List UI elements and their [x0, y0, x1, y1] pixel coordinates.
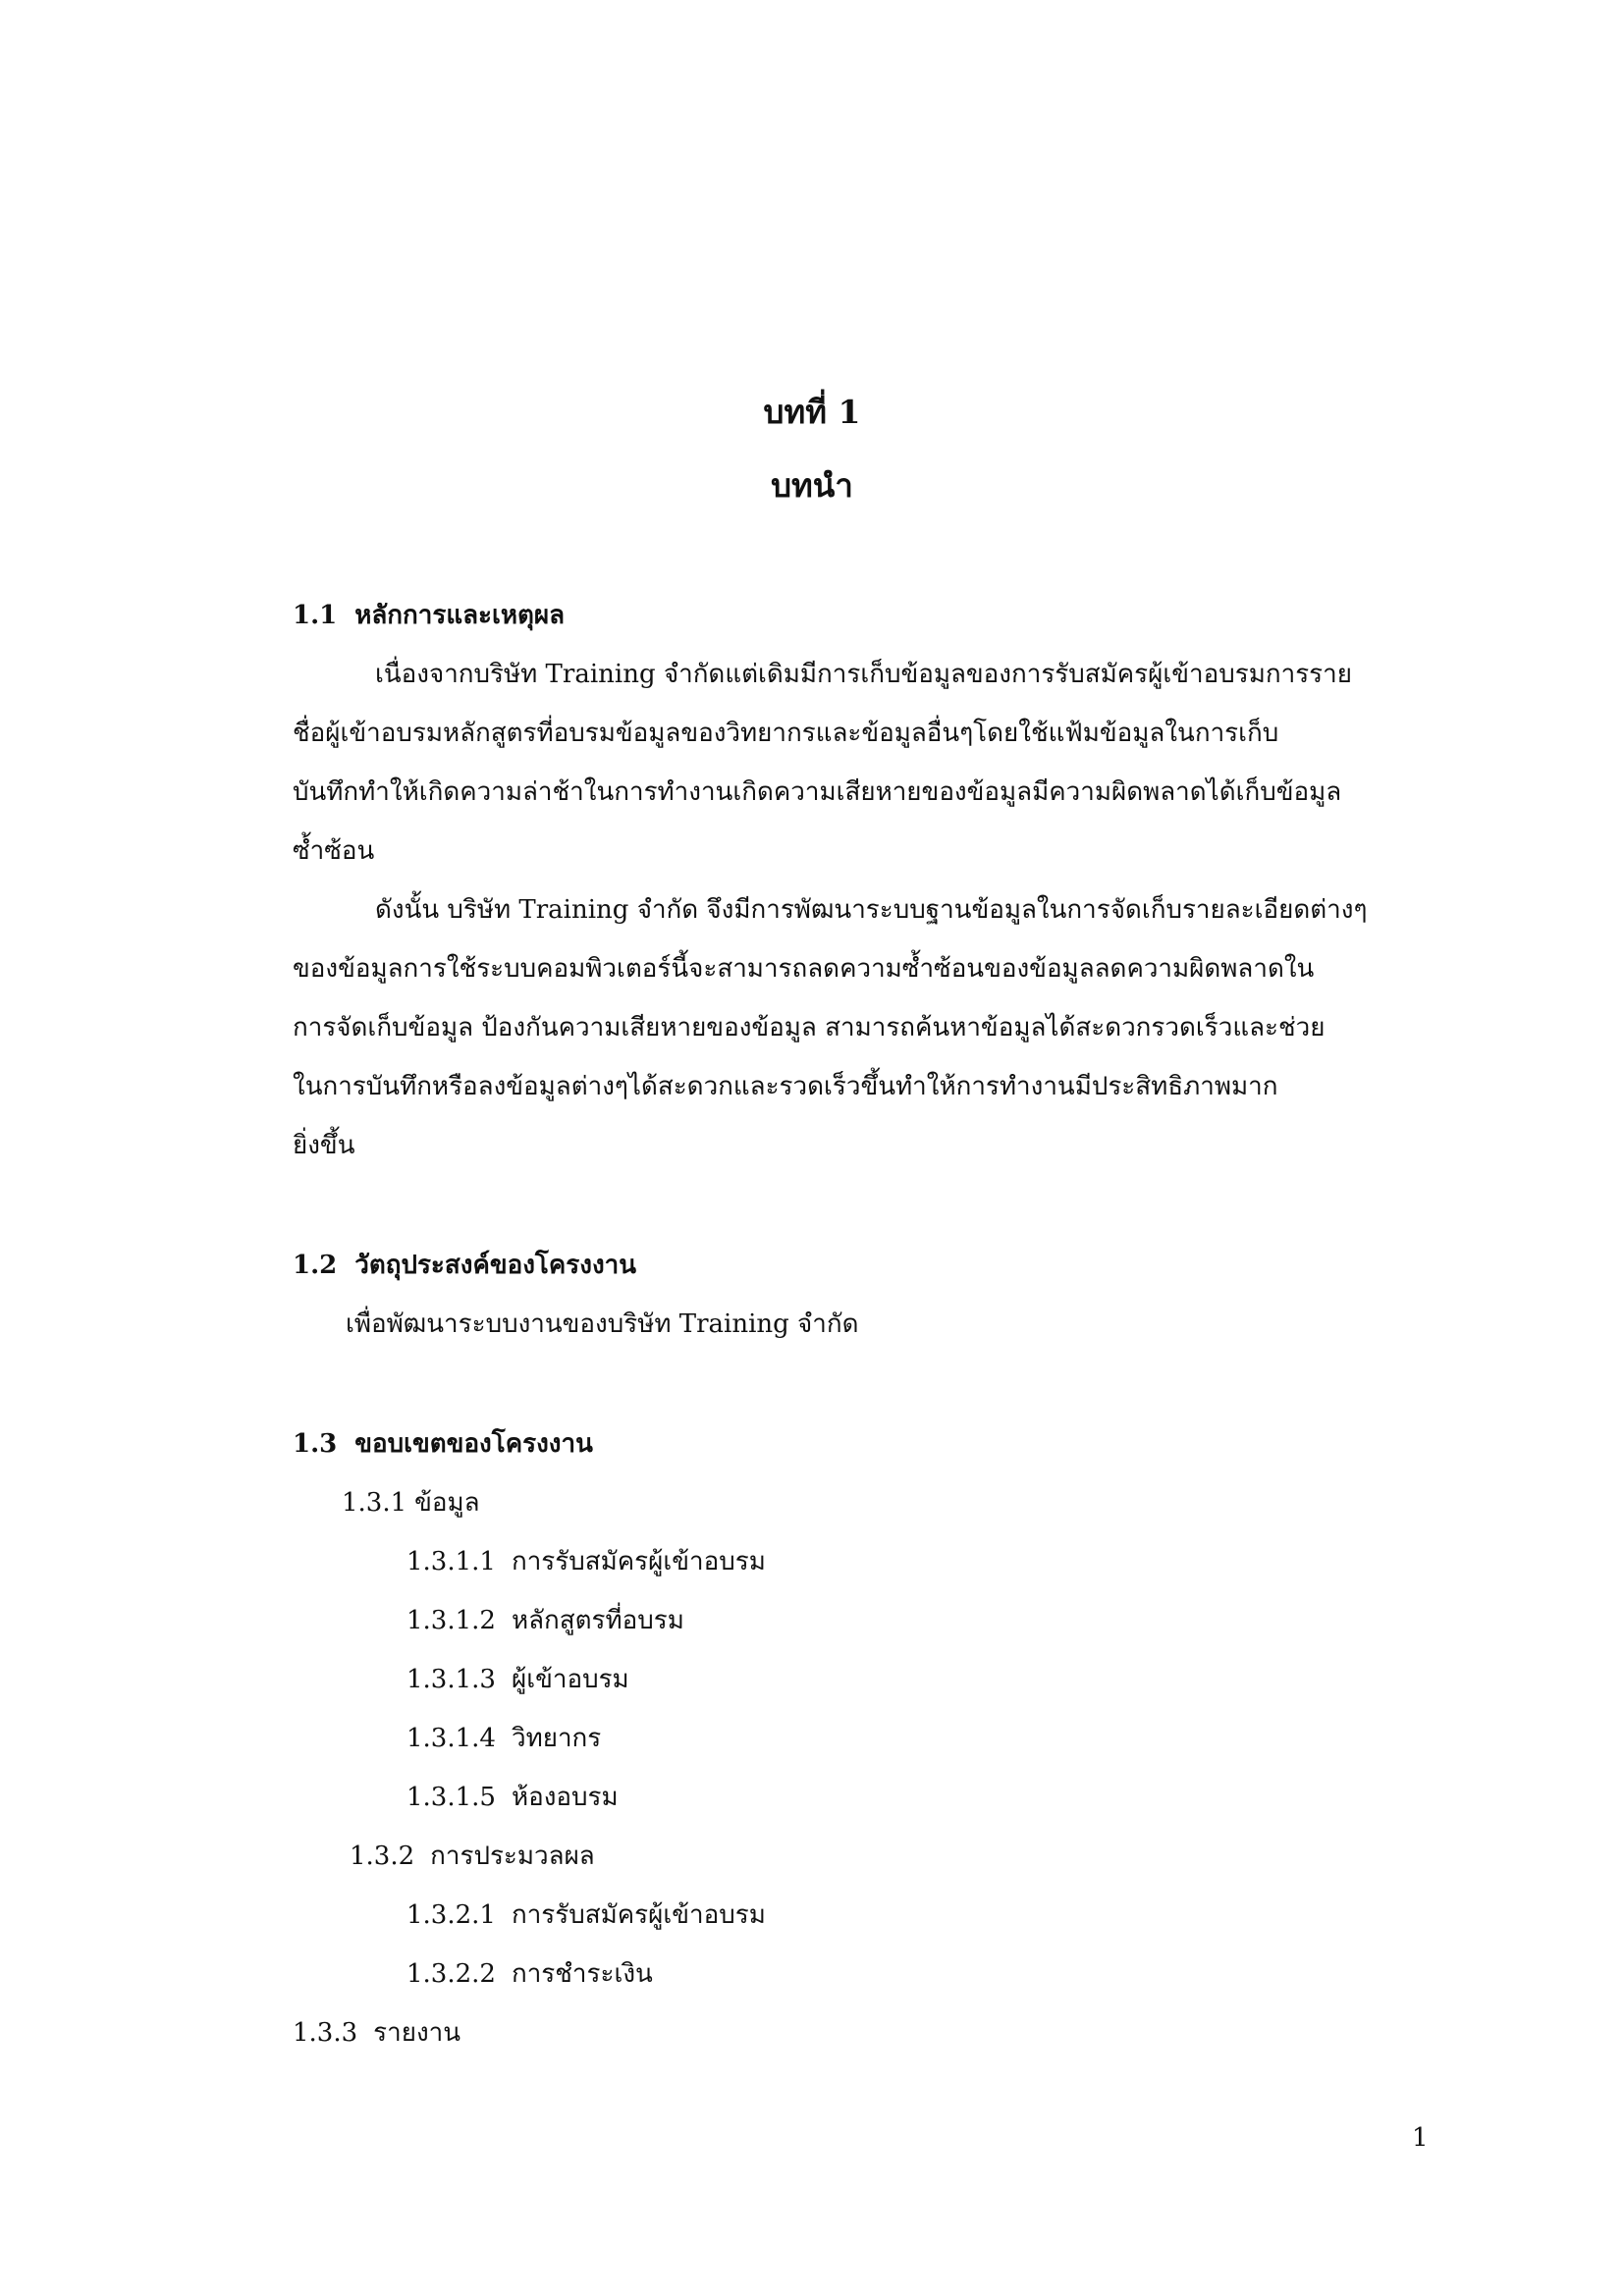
- section-title: วัตถุประสงค์ของโครงงาน: [354, 1251, 637, 1280]
- list-item: [406, 1726, 601, 1751]
- section-heading-1-1: [293, 603, 565, 628]
- subsection-heading: [293, 2020, 460, 2046]
- page-number: 1: [1412, 2123, 1429, 2153]
- item-number: 1.3.1.5: [406, 1783, 496, 1812]
- subsection-title: ข้อมูล: [414, 1488, 480, 1518]
- list-item: [406, 1608, 684, 1633]
- section-heading-1-2: [293, 1253, 636, 1278]
- item-label: การชำระเงิน: [511, 1959, 653, 1989]
- item-label: การรับสมัครผู้เข้าอบรม: [511, 1900, 766, 1930]
- item-label: ห้องอบรม: [511, 1783, 619, 1812]
- paragraph-line: ซ้ำซ้อน: [293, 836, 375, 866]
- subsection-number: 1.3.3: [293, 2018, 358, 2048]
- chapter-title: บทนำ: [771, 466, 853, 505]
- subsection-heading: [342, 1490, 480, 1516]
- item-number: 1.3.1.1: [406, 1547, 496, 1576]
- paragraph-line: ดังนั้น บริษัท Training จำกัด จึงมีการพัฒนาระบบฐานข้อมูลในการจัดเก็บรายละเอียดต่างๆ: [375, 895, 1368, 925]
- paragraph-line: ของข้อมูลการใช้ระบบคอมพิวเตอร์นี้จะสามารถลดความซ้ำซ้อนของข้อมูลลดความผิดพลาดใน: [293, 954, 1315, 984]
- item-label: การรับสมัครผู้เข้าอบรม: [511, 1547, 766, 1576]
- subsection-title: การประมวลผล: [430, 1842, 595, 1871]
- subsection-number: 1.3.2: [350, 1842, 415, 1871]
- list-item: [406, 1667, 629, 1692]
- item-number: 1.3.1.2: [406, 1606, 496, 1635]
- section-heading-1-3: [293, 1431, 593, 1457]
- item-label: หลักสูตรที่อบรม: [511, 1606, 684, 1635]
- item-number: 1.3.1.4: [406, 1724, 496, 1753]
- paragraph-line: ชื่อผู้เข้าอบรมหลักสูตรที่อบรมข้อมูลของวิทยากรและข้อมูลอื่นๆโดยใช้แฟ้มข้อมูลในการเก็บ: [293, 719, 1279, 748]
- item-number: 1.3.2.1: [406, 1900, 496, 1930]
- section-title: ขอบเขตของโครงงาน: [354, 1429, 593, 1459]
- list-item: [406, 1549, 766, 1575]
- paragraph-line: เนื่องจากบริษัท Training จำกัดแต่เดิมมีการเก็บข้อมูลของการรับสมัครผู้เข้าอบรมการราย: [375, 660, 1352, 689]
- subsection-number: 1.3.1: [342, 1488, 407, 1518]
- list-item: [406, 1785, 619, 1810]
- paragraph-line: เพื่อพัฒนาระบบงานของบริษัท Training จำกัด: [346, 1309, 859, 1339]
- paragraph-line: ยิ่งขึ้น: [293, 1131, 355, 1160]
- paragraph-line: บันทึกทำให้เกิดความล่าช้าในการทำงานเกิดความเสียหายของข้อมูลมีความผิดพลาดได้เก็บข้อมูล: [293, 777, 1342, 807]
- list-item: [406, 1961, 653, 1987]
- item-label: ผู้เข้าอบรม: [511, 1665, 629, 1694]
- paragraph-line: การจัดเก็บข้อมูล ป้องกันความเสียหายของข้อมูล สามารถค้นหาข้อมูลได้สะดวกรวดเร็วและช่วย: [293, 1013, 1326, 1042]
- item-number: 1.3.2.2: [406, 1959, 496, 1989]
- chapter-number: บทที่ 1: [763, 393, 861, 431]
- item-number: 1.3.1.3: [406, 1665, 496, 1694]
- item-label: วิทยากร: [511, 1724, 602, 1753]
- subsection-heading: [350, 1843, 595, 1869]
- section-number: 1.3: [293, 1429, 338, 1459]
- list-item: [406, 1902, 766, 1928]
- section-number: 1.2: [293, 1251, 338, 1280]
- section-title: หลักการและเหตุผล: [354, 601, 566, 630]
- paragraph-line: ในการบันทึกหรือลงข้อมูลต่างๆได้สะดวกและรวดเร็วขึ้นทำให้การทำงานมีประสิทธิภาพมาก: [293, 1072, 1278, 1101]
- subsection-title: รายงาน: [373, 2018, 461, 2048]
- section-number: 1.1: [293, 601, 338, 630]
